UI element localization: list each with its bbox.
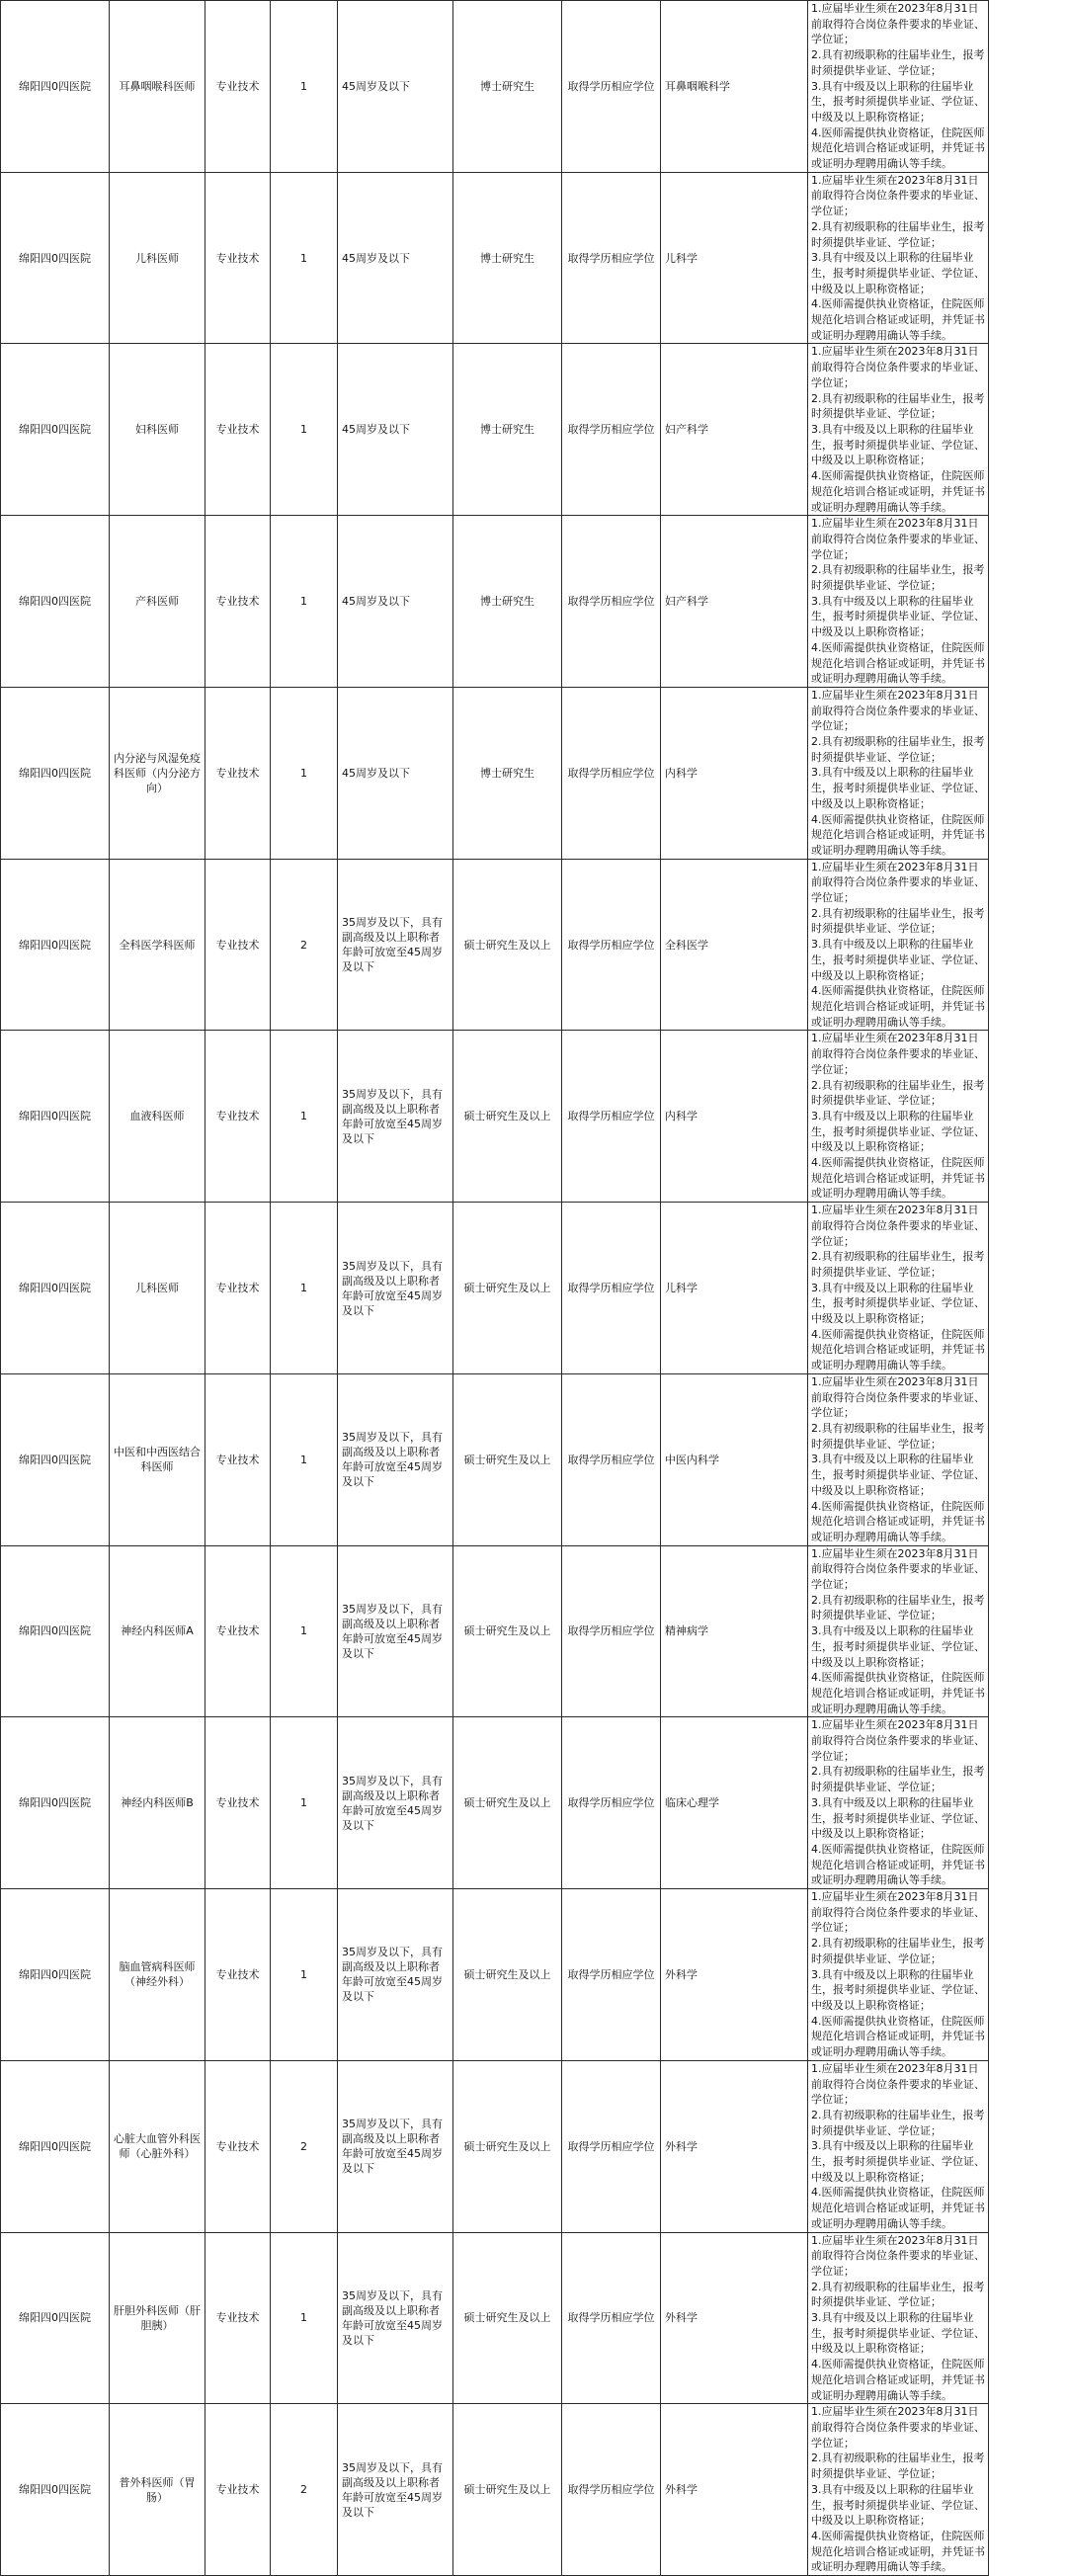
requirement-item: 1.应届毕业生须在2023年8月31日前取得符合岗位条件要求的毕业证、学位证； xyxy=(811,2233,985,2280)
unit-cell: 绵阳四0四医院 xyxy=(1,1545,110,1717)
requirement-item: 3.具有中级及以上职称的往届毕业生，报考时须提供毕业证、学位证、中级及以上职称资格证； xyxy=(811,594,985,640)
table-row xyxy=(1,172,1067,344)
education-cell: 硕士研究生及以上 xyxy=(453,2060,562,2232)
education-cell: 博士研究生 xyxy=(453,516,562,688)
requirements-cell xyxy=(808,2060,989,2232)
table-row xyxy=(1,2060,1067,2232)
position-cell: 神经内科医师B xyxy=(110,1717,205,1889)
age-cell: 45周岁及以下 xyxy=(338,687,453,859)
requirement-item: 3.具有中级及以上职称的往届毕业生，报考时须提供毕业证、学位证、中级及以上职称资格证； xyxy=(811,79,985,125)
education-cell: 硕士研究生及以上 xyxy=(453,1717,562,1889)
table-row xyxy=(1,1889,1067,2061)
degree-cell: 取得学历相应学位 xyxy=(562,1545,661,1717)
unit-cell: 绵阳四0四医院 xyxy=(1,1031,110,1203)
degree-cell: 取得学历相应学位 xyxy=(562,2060,661,2232)
category-cell: 专业技术 xyxy=(205,2232,271,2404)
requirement-item: 3.具有中级及以上职称的往届毕业生，报考时须提供毕业证、学位证、中级及以上职称资格证； xyxy=(811,422,985,468)
requirement-item: 4.医师需提供执业资格证，住院医师规范化培训合格证或证明，并凭证书或证明办理聘用确认等手续。 xyxy=(811,125,985,172)
requirement-item: 2.具有初级职称的往届毕业生，报考时须提供毕业证、学位证； xyxy=(811,391,985,422)
count-cell: 1 xyxy=(271,1545,338,1717)
category-cell: 专业技术 xyxy=(205,1203,271,1374)
requirement-item: 1.应届毕业生须在2023年8月31日前取得符合岗位条件要求的毕业证、学位证； xyxy=(811,2061,985,2108)
age-cell: 35周岁及以下，具有副高级及以上职称者年龄可放宽至45周岁及以下 xyxy=(338,1717,453,1889)
unit-cell: 绵阳四0四医院 xyxy=(1,1,110,173)
table-row xyxy=(1,687,1067,859)
requirement-item: 2.具有初级职称的往届毕业生，报考时须提供毕业证、学位证； xyxy=(811,47,985,78)
age-cell: 35周岁及以下，具有副高级及以上职称者年龄可放宽至45周岁及以下 xyxy=(338,1031,453,1203)
unit-cell: 绵阳四0四医院 xyxy=(1,1203,110,1374)
unit-cell: 绵阳四0四医院 xyxy=(1,2060,110,2232)
blank-cell xyxy=(989,1889,1067,2061)
requirement-item: 3.具有中级及以上职称的往届毕业生，报考时须提供毕业证、学位证、中级及以上职称资格证； xyxy=(811,1623,985,1670)
age-cell: 45周岁及以下 xyxy=(338,172,453,344)
requirements-cell xyxy=(808,2404,989,2576)
category-cell: 专业技术 xyxy=(205,859,271,1031)
degree-cell: 取得学历相应学位 xyxy=(562,859,661,1031)
unit-cell: 绵阳四0四医院 xyxy=(1,1889,110,2061)
unit-cell: 绵阳四0四医院 xyxy=(1,2404,110,2576)
requirement-item: 2.具有初级职称的往届毕业生，报考时须提供毕业证、学位证； xyxy=(811,906,985,937)
blank-cell xyxy=(989,172,1067,344)
requirement-item: 1.应届毕业生须在2023年8月31日前取得符合岗位条件要求的毕业证、学位证； xyxy=(811,1889,985,1936)
position-cell: 神经内科医师A xyxy=(110,1545,205,1717)
count-cell: 1 xyxy=(271,1203,338,1374)
age-cell: 45周岁及以下 xyxy=(338,1,453,173)
degree-cell: 取得学历相应学位 xyxy=(562,2232,661,2404)
category-cell: 专业技术 xyxy=(205,687,271,859)
degree-cell: 取得学历相应学位 xyxy=(562,344,661,516)
requirement-item: 1.应届毕业生须在2023年8月31日前取得符合岗位条件要求的毕业证、学位证； xyxy=(811,1717,985,1764)
requirement-item: 3.具有中级及以上职称的往届毕业生，报考时须提供毕业证、学位证、中级及以上职称资格证； xyxy=(811,1795,985,1842)
position-cell: 普外科医师（胃肠） xyxy=(110,2404,205,2576)
education-cell: 硕士研究生及以上 xyxy=(453,859,562,1031)
requirements-cell xyxy=(808,344,989,516)
requirement-item: 4.医师需提供执业资格证，住院医师规范化培训合格证或证明，并凭证书或证明办理聘用确认等手续。 xyxy=(811,1499,985,1545)
age-cell: 35周岁及以下，具有副高级及以上职称者年龄可放宽至45周岁及以下 xyxy=(338,2232,453,2404)
requirement-item: 1.应届毕业生须在2023年8月31日前取得符合岗位条件要求的毕业证、学位证； xyxy=(811,1374,985,1421)
category-cell: 专业技术 xyxy=(205,1889,271,2061)
requirement-item: 4.医师需提供执业资格证，住院医师规范化培训合格证或证明，并凭证书或证明办理聘用确认等手续。 xyxy=(811,1327,985,1373)
requirement-item: 4.医师需提供执业资格证，住院医师规范化培训合格证或证明，并凭证书或证明办理聘用确认等手续。 xyxy=(811,1842,985,1888)
position-cell: 耳鼻咽喉科医师 xyxy=(110,1,205,173)
blank-cell xyxy=(989,2232,1067,2404)
requirement-item: 2.具有初级职称的往届毕业生，报考时须提供毕业证、学位证； xyxy=(811,734,985,765)
table-row xyxy=(1,1717,1067,1889)
blank-cell xyxy=(989,859,1067,1031)
requirement-item: 1.应届毕业生须在2023年8月31日前取得符合岗位条件要求的毕业证、学位证； xyxy=(811,1,985,47)
count-cell: 1 xyxy=(271,2232,338,2404)
blank-cell xyxy=(989,1545,1067,1717)
requirements-cell xyxy=(808,1545,989,1717)
table-row xyxy=(1,1373,1067,1545)
degree-cell: 取得学历相应学位 xyxy=(562,172,661,344)
count-cell: 1 xyxy=(271,1031,338,1203)
requirement-item: 4.医师需提供执业资格证，住院医师规范化培训合格证或证明，并凭证书或证明办理聘用确认等手续。 xyxy=(811,468,985,515)
category-cell: 专业技术 xyxy=(205,1031,271,1203)
table-row xyxy=(1,1,1067,173)
table-body xyxy=(1,1,1067,2576)
requirement-item: 3.具有中级及以上职称的往届毕业生，报考时须提供毕业证、学位证、中级及以上职称资格证； xyxy=(811,2138,985,2185)
education-cell: 硕士研究生及以上 xyxy=(453,2232,562,2404)
education-cell: 博士研究生 xyxy=(453,172,562,344)
category-cell: 专业技术 xyxy=(205,2404,271,2576)
table-row xyxy=(1,2404,1067,2576)
requirements-cell xyxy=(808,516,989,688)
degree-cell: 取得学历相应学位 xyxy=(562,1889,661,2061)
blank-cell xyxy=(989,1203,1067,1374)
requirement-item: 2.具有初级职称的往届毕业生，报考时须提供毕业证、学位证； xyxy=(811,2108,985,2138)
category-cell: 专业技术 xyxy=(205,1545,271,1717)
blank-cell xyxy=(989,2060,1067,2232)
requirement-item: 3.具有中级及以上职称的往届毕业生，报考时须提供毕业证、学位证、中级及以上职称资格证； xyxy=(811,1452,985,1498)
requirements-cell xyxy=(808,172,989,344)
major-cell: 外科学 xyxy=(661,1889,808,2061)
count-cell: 1 xyxy=(271,1,338,173)
age-cell: 45周岁及以下 xyxy=(338,516,453,688)
age-cell: 35周岁及以下，具有副高级及以上职称者年龄可放宽至45周岁及以下 xyxy=(338,2404,453,2576)
category-cell: 专业技术 xyxy=(205,1717,271,1889)
requirement-item: 2.具有初级职称的往届毕业生，报考时须提供毕业证、学位证； xyxy=(811,2451,985,2481)
requirement-item: 3.具有中级及以上职称的往届毕业生，报考时须提供毕业证、学位证、中级及以上职称资格证； xyxy=(811,937,985,983)
age-cell: 35周岁及以下，具有副高级及以上职称者年龄可放宽至45周岁及以下 xyxy=(338,2060,453,2232)
requirements-cell xyxy=(808,1,989,173)
degree-cell: 取得学历相应学位 xyxy=(562,1717,661,1889)
requirements-cell xyxy=(808,1031,989,1203)
requirement-item: 1.应届毕业生须在2023年8月31日前取得符合岗位条件要求的毕业证、学位证； xyxy=(811,1546,985,1593)
position-cell: 产科医师 xyxy=(110,516,205,688)
major-cell: 中医内科学 xyxy=(661,1373,808,1545)
requirement-item: 4.医师需提供执业资格证，住院医师规范化培训合格证或证明，并凭证书或证明办理聘用确认等手续。 xyxy=(811,1155,985,1202)
requirement-item: 2.具有初级职称的往届毕业生，报考时须提供毕业证、学位证； xyxy=(811,1764,985,1794)
count-cell: 2 xyxy=(271,2404,338,2576)
blank-cell xyxy=(989,1373,1067,1545)
count-cell: 1 xyxy=(271,344,338,516)
requirement-item: 4.医师需提供执业资格证，住院医师规范化培训合格证或证明，并凭证书或证明办理聘用确认等手续。 xyxy=(811,2529,985,2575)
requirement-item: 4.医师需提供执业资格证，住院医师规范化培训合格证或证明，并凭证书或证明办理聘用确认等手续。 xyxy=(811,812,985,859)
position-cell: 中医和中西医结合科医师 xyxy=(110,1373,205,1545)
count-cell: 1 xyxy=(271,1373,338,1545)
unit-cell: 绵阳四0四医院 xyxy=(1,344,110,516)
age-cell: 35周岁及以下，具有副高级及以上职称者年龄可放宽至45周岁及以下 xyxy=(338,1889,453,2061)
unit-cell: 绵阳四0四医院 xyxy=(1,1373,110,1545)
requirement-item: 2.具有初级职称的往届毕业生，报考时须提供毕业证、学位证； xyxy=(811,2280,985,2310)
requirements-cell xyxy=(808,1717,989,1889)
position-cell: 儿科医师 xyxy=(110,1203,205,1374)
requirement-item: 4.医师需提供执业资格证，住院医师规范化培训合格证或证明，并凭证书或证明办理聘用确认等手续。 xyxy=(811,296,985,343)
position-cell: 肝胆外科医师（肝胆胰） xyxy=(110,2232,205,2404)
education-cell: 博士研究生 xyxy=(453,687,562,859)
major-cell: 内科学 xyxy=(661,1031,808,1203)
degree-cell: 取得学历相应学位 xyxy=(562,516,661,688)
degree-cell: 取得学历相应学位 xyxy=(562,2404,661,2576)
count-cell: 1 xyxy=(271,516,338,688)
category-cell: 专业技术 xyxy=(205,516,271,688)
requirement-item: 3.具有中级及以上职称的往届毕业生，报考时须提供毕业证、学位证、中级及以上职称资格证； xyxy=(811,2310,985,2357)
degree-cell: 取得学历相应学位 xyxy=(562,1,661,173)
education-cell: 硕士研究生及以上 xyxy=(453,1545,562,1717)
major-cell: 耳鼻咽喉科学 xyxy=(661,1,808,173)
requirement-item: 4.医师需提供执业资格证，住院医师规范化培训合格证或证明，并凭证书或证明办理聘用确认等手续。 xyxy=(811,2185,985,2231)
table-row xyxy=(1,2232,1067,2404)
count-cell: 1 xyxy=(271,172,338,344)
requirement-item: 4.医师需提供执业资格证，住院医师规范化培训合格证或证明，并凭证书或证明办理聘用确认等手续。 xyxy=(811,983,985,1030)
requirement-item: 2.具有初级职称的往届毕业生，报考时须提供毕业证、学位证； xyxy=(811,1936,985,1966)
major-cell: 全科医学 xyxy=(661,859,808,1031)
education-cell: 硕士研究生及以上 xyxy=(453,1203,562,1374)
major-cell: 儿科学 xyxy=(661,172,808,344)
education-cell: 硕士研究生及以上 xyxy=(453,1031,562,1203)
requirements-cell xyxy=(808,1373,989,1545)
table-row xyxy=(1,1203,1067,1374)
requirement-item: 1.应届毕业生须在2023年8月31日前取得符合岗位条件要求的毕业证、学位证； xyxy=(811,1203,985,1249)
position-cell: 血液科医师 xyxy=(110,1031,205,1203)
requirement-item: 1.应届毕业生须在2023年8月31日前取得符合岗位条件要求的毕业证、学位证； xyxy=(811,1031,985,1077)
major-cell: 儿科学 xyxy=(661,1203,808,1374)
requirements-cell xyxy=(808,1889,989,2061)
education-cell: 硕士研究生及以上 xyxy=(453,1373,562,1545)
requirement-item: 3.具有中级及以上职称的往届毕业生，报考时须提供毕业证、学位证、中级及以上职称资格证； xyxy=(811,765,985,811)
requirement-item: 2.具有初级职称的往届毕业生，报考时须提供毕业证、学位证； xyxy=(811,1078,985,1109)
age-cell: 35周岁及以下，具有副高级及以上职称者年龄可放宽至45周岁及以下 xyxy=(338,859,453,1031)
count-cell: 2 xyxy=(271,2060,338,2232)
requirement-item: 3.具有中级及以上职称的往届毕业生，报考时须提供毕业证、学位证、中级及以上职称资格证； xyxy=(811,250,985,296)
position-cell: 全科医学科医师 xyxy=(110,859,205,1031)
position-cell: 儿科医师 xyxy=(110,172,205,344)
education-cell: 硕士研究生及以上 xyxy=(453,2404,562,2576)
category-cell: 专业技术 xyxy=(205,172,271,344)
major-cell: 精神病学 xyxy=(661,1545,808,1717)
requirements-cell xyxy=(808,859,989,1031)
age-cell: 35周岁及以下，具有副高级及以上职称者年龄可放宽至45周岁及以下 xyxy=(338,1545,453,1717)
blank-cell xyxy=(989,516,1067,688)
blank-cell xyxy=(989,687,1067,859)
degree-cell: 取得学历相应学位 xyxy=(562,1031,661,1203)
requirement-item: 2.具有初级职称的往届毕业生，报考时须提供毕业证、学位证； xyxy=(811,1249,985,1280)
major-cell: 外科学 xyxy=(661,2232,808,2404)
major-cell: 妇产科学 xyxy=(661,344,808,516)
unit-cell: 绵阳四0四医院 xyxy=(1,859,110,1031)
requirement-item: 3.具有中级及以上职称的往届毕业生，报考时须提供毕业证、学位证、中级及以上职称资格证； xyxy=(811,1967,985,2014)
count-cell: 2 xyxy=(271,859,338,1031)
category-cell: 专业技术 xyxy=(205,2060,271,2232)
requirement-item: 3.具有中级及以上职称的往届毕业生，报考时须提供毕业证、学位证、中级及以上职称资格证； xyxy=(811,1109,985,1155)
major-cell: 外科学 xyxy=(661,2060,808,2232)
table-row xyxy=(1,516,1067,688)
blank-cell xyxy=(989,1717,1067,1889)
education-cell: 博士研究生 xyxy=(453,1,562,173)
unit-cell: 绵阳四0四医院 xyxy=(1,2232,110,2404)
position-cell: 心脏大血管外科医师（心脏外科） xyxy=(110,2060,205,2232)
blank-cell xyxy=(989,1031,1067,1203)
table-row xyxy=(1,1031,1067,1203)
requirement-item: 3.具有中级及以上职称的往届毕业生，报考时须提供毕业证、学位证、中级及以上职称资格证； xyxy=(811,2482,985,2529)
requirement-item: 2.具有初级职称的往届毕业生，报考时须提供毕业证、学位证； xyxy=(811,562,985,593)
requirements-cell xyxy=(808,687,989,859)
requirements-cell xyxy=(808,2232,989,2404)
table-row xyxy=(1,344,1067,516)
blank-cell xyxy=(989,344,1067,516)
category-cell: 专业技术 xyxy=(205,1373,271,1545)
degree-cell: 取得学历相应学位 xyxy=(562,1373,661,1545)
category-cell: 专业技术 xyxy=(205,344,271,516)
requirement-item: 1.应届毕业生须在2023年8月31日前取得符合岗位条件要求的毕业证、学位证； xyxy=(811,860,985,906)
blank-cell xyxy=(989,2404,1067,2576)
education-cell: 硕士研究生及以上 xyxy=(453,1889,562,2061)
requirement-item: 4.医师需提供执业资格证，住院医师规范化培训合格证或证明，并凭证书或证明办理聘用确认等手续。 xyxy=(811,640,985,687)
major-cell: 临床心理学 xyxy=(661,1717,808,1889)
requirement-item: 1.应届毕业生须在2023年8月31日前取得符合岗位条件要求的毕业证、学位证； xyxy=(811,173,985,219)
requirement-item: 2.具有初级职称的往届毕业生，报考时须提供毕业证、学位证； xyxy=(811,1421,985,1452)
requirement-item: 1.应届毕业生须在2023年8月31日前取得符合岗位条件要求的毕业证、学位证； xyxy=(811,516,985,562)
degree-cell: 取得学历相应学位 xyxy=(562,687,661,859)
blank-cell xyxy=(989,1,1067,173)
position-cell: 脑血管病科医师（神经外科） xyxy=(110,1889,205,2061)
table-row xyxy=(1,1545,1067,1717)
requirement-item: 3.具有中级及以上职称的往届毕业生，报考时须提供毕业证、学位证、中级及以上职称资格证； xyxy=(811,1281,985,1327)
requirement-item: 1.应届毕业生须在2023年8月31日前取得符合岗位条件要求的毕业证、学位证； xyxy=(811,344,985,390)
unit-cell: 绵阳四0四医院 xyxy=(1,516,110,688)
requirement-item: 2.具有初级职称的往届毕业生，报考时须提供毕业证、学位证； xyxy=(811,1593,985,1623)
degree-cell: 取得学历相应学位 xyxy=(562,1203,661,1374)
category-cell: 专业技术 xyxy=(205,1,271,173)
count-cell: 1 xyxy=(271,1717,338,1889)
age-cell: 35周岁及以下，具有副高级及以上职称者年龄可放宽至45周岁及以下 xyxy=(338,1203,453,1374)
unit-cell: 绵阳四0四医院 xyxy=(1,1717,110,1889)
unit-cell: 绵阳四0四医院 xyxy=(1,687,110,859)
major-cell: 妇产科学 xyxy=(661,516,808,688)
education-cell: 博士研究生 xyxy=(453,344,562,516)
age-cell: 45周岁及以下 xyxy=(338,344,453,516)
requirement-item: 1.应届毕业生须在2023年8月31日前取得符合岗位条件要求的毕业证、学位证； xyxy=(811,688,985,734)
requirement-item: 4.医师需提供执业资格证，住院医师规范化培训合格证或证明，并凭证书或证明办理聘用确认等手续。 xyxy=(811,2357,985,2403)
position-cell: 妇科医师 xyxy=(110,344,205,516)
requirement-item: 4.医师需提供执业资格证，住院医师规范化培训合格证或证明，并凭证书或证明办理聘用确认等手续。 xyxy=(811,1670,985,1716)
requirement-item: 4.医师需提供执业资格证，住院医师规范化培训合格证或证明，并凭证书或证明办理聘用确认等手续。 xyxy=(811,2014,985,2060)
count-cell: 1 xyxy=(271,1889,338,2061)
major-cell: 外科学 xyxy=(661,2404,808,2576)
requirement-item: 1.应届毕业生须在2023年8月31日前取得符合岗位条件要求的毕业证、学位证； xyxy=(811,2404,985,2451)
requirements-cell xyxy=(808,1203,989,1374)
age-cell: 35周岁及以下，具有副高级及以上职称者年龄可放宽至45周岁及以下 xyxy=(338,1373,453,1545)
position-cell: 内分泌与风湿免疫科医师（内分泌方向） xyxy=(110,687,205,859)
major-cell: 内科学 xyxy=(661,687,808,859)
requirement-item: 2.具有初级职称的往届毕业生，报考时须提供毕业证、学位证； xyxy=(811,219,985,250)
table-row xyxy=(1,859,1067,1031)
unit-cell: 绵阳四0四医院 xyxy=(1,172,110,344)
count-cell: 1 xyxy=(271,687,338,859)
